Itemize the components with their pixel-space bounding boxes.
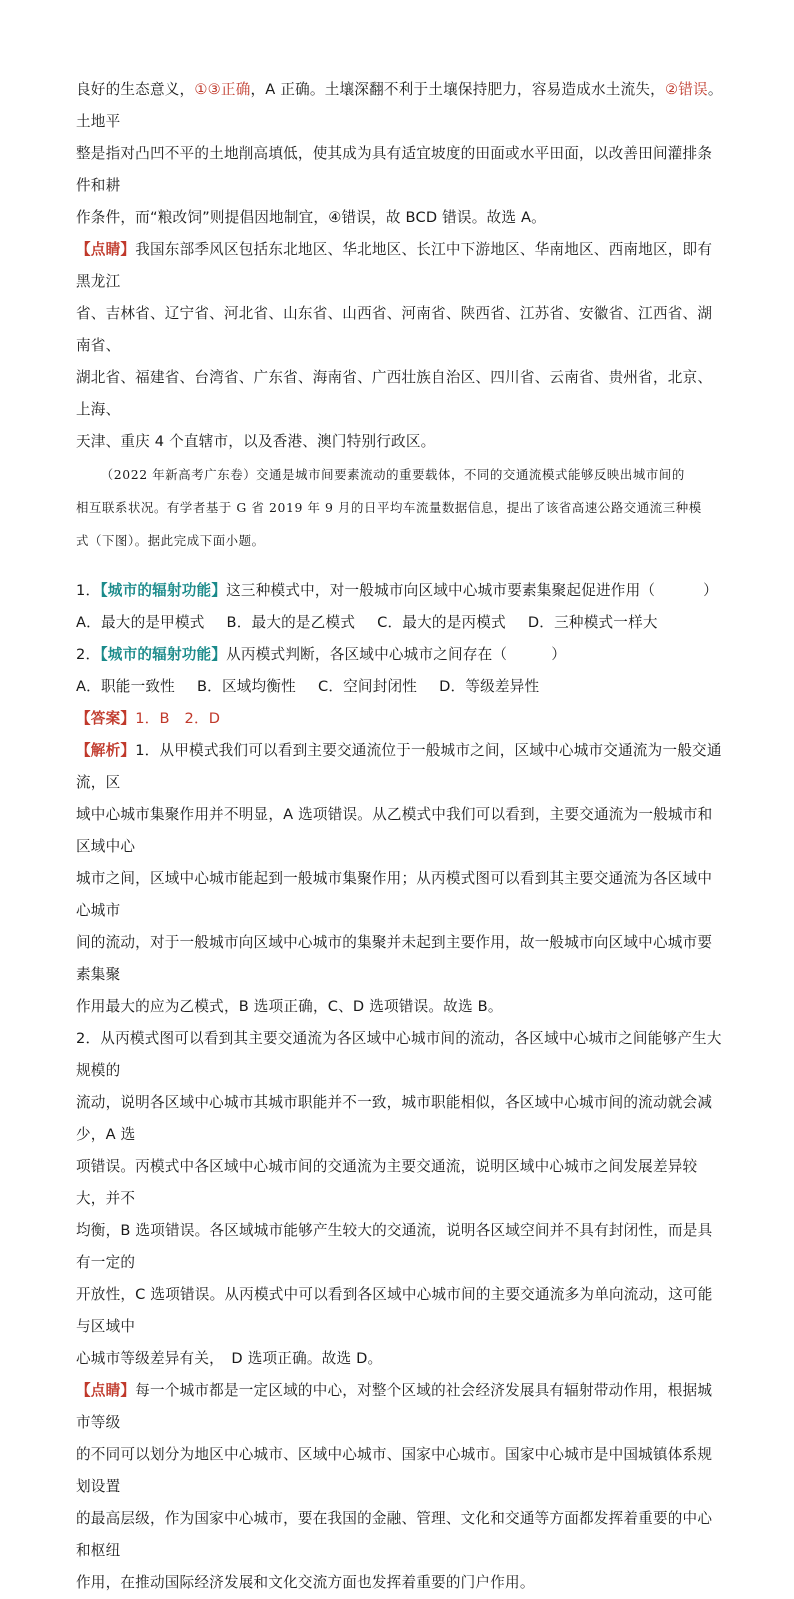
dianjing-2-line-3: 的最高层级，作为国家中心城市，要在我国的金融、管理、文化和交通等方面都发挥着重要的中心和枢纽 — [76, 1510, 713, 1559]
question-text: 从丙模式判断，各区域中心城市之间存在（ — [226, 646, 508, 663]
analysis-2-line-3: 项错误。丙模式中各区域中心城市间的交通流为主要交通流，说明区域中心城市之间发展差异较大，并不 — [76, 1158, 698, 1207]
document-page — [76, 74, 726, 1599]
highlight-wrong: ②错误 — [664, 81, 708, 98]
dianjing-tag: 【点睛】 — [76, 1382, 136, 1399]
dianjing-tag: 【点睛】 — [76, 241, 136, 258]
dianjing-2-line-2: 的不同可以划分为地区中心城市、区域中心城市、国家中心城市。国家中心城市是中国城镇体系规划设置 — [76, 1446, 713, 1495]
analysis-2-line-1: 2．从丙模式图可以看到其主要交通流为各区域中心城市间的流动，各区域中心城市之间能够产生大规模的 — [76, 1030, 722, 1079]
analysis-2-line-4: 均衡，B 选项错误。各区域城市能够产生较大的交通流，说明各区域空间并不具有封闭性，而是具有一定的 — [76, 1222, 713, 1271]
passage-line-3: 式（下图）。据此完成下面小题。 — [76, 533, 265, 548]
highlight-correct: ①③正确 — [194, 81, 251, 98]
dianjing-1-line-2: 省、吉林省、辽宁省、河北省、山东省、山西省、河南省、陕西省、江苏省、安徽省、江西省、湖南省、 — [76, 305, 713, 354]
answer-text: 1．B 2．D — [135, 710, 221, 727]
dianjing-2-line-4: 作用，在推动国际经济发展和文化交流方面也发挥着重要的门户作用。 — [76, 1574, 535, 1591]
answer-line — [76, 703, 726, 735]
analysis-1-line-2: 域中心城市集聚作用并不明显，A 选项错误。从乙模式中我们可以看到，主要交通流为一般城市和区域中心 — [76, 806, 713, 855]
option-b: B．最大的是乙模式 — [226, 614, 356, 631]
question-number: 2． — [76, 646, 101, 663]
analysis-1-line-4: 间的流动，对于一般城市向区域中心城市的集聚并未起到主要作用，故一般城市向区域中心城市要素集聚 — [76, 934, 713, 983]
paren-close: ） — [703, 582, 718, 599]
question-text: 这三种模式中，对一般城市向区域中心城市要素集聚起促进作用（ — [226, 582, 656, 599]
spacer — [76, 557, 726, 575]
question-number: 1． — [76, 582, 101, 599]
text: 1．从甲模式我们可以看到主要交通流位于一般城市之间，区域中心城市交通流为一般交通流，区 — [76, 742, 722, 791]
text: 良好的生态意义， — [76, 81, 195, 98]
analysis-2-line-2: 流动，说明各区域中心城市其城市职能并不一致，城市职能相似，各区域中心城市间的流动就会减少，A 选 — [76, 1094, 713, 1143]
analysis-1-line-1 — [76, 735, 726, 799]
question-1-options — [76, 607, 726, 639]
option-c: C．空间封闭性 — [317, 678, 418, 695]
dianjing-1-line-1 — [76, 234, 726, 298]
option-a: A．最大的是甲模式 — [76, 614, 205, 631]
analysis-2-line-6: 心城市等级差异有关， D 选项正确。故选 D。 — [76, 1350, 383, 1367]
paren-close: ） — [551, 646, 567, 663]
analysis-2-line-5: 开放性，C 选项错误。从丙模式中可以看到各区域中心城市间的主要交通流多为单向流动，这可能与区域中 — [76, 1286, 713, 1335]
option-a: A．职能一致性 — [76, 678, 175, 695]
question-2 — [76, 639, 726, 671]
passage-line-1: （2022 年新高考广东卷）交通是城市间要素流动的重要载体，不同的交通流模式能够反映出城市间的 — [100, 467, 685, 482]
question-tag: 【城市的辐射功能】 — [100, 646, 227, 663]
text: ，A 正确。土壤深翻不利于土壤保持肥力，容易造成水土流失， — [250, 81, 665, 98]
analysis-1-line-3: 城市之间，区域中心城市能起到一般城市集聚作用；从丙模式图可以看到其主要交通流为各区域中心城市 — [76, 870, 713, 919]
analysis-1-line-5: 作用最大的应为乙模式，B 选项正确，C、D 选项错误。故选 B。 — [76, 998, 503, 1015]
analysis-tag: 【解析】 — [76, 742, 136, 759]
question-tag: 【城市的辐射功能】 — [100, 582, 227, 599]
dianjing-1-line-3: 湖北省、福建省、台湾省、广东省、海南省、广西壮族自治区、四川省、云南省、贵州省，北京、上海、 — [76, 369, 713, 418]
prev-analysis-line-1 — [76, 74, 726, 138]
text: 我国东部季风区包括东北地区、华北地区、长江中下游地区、华南地区、西南地区，即有黑龙江 — [76, 241, 713, 290]
question-1 — [76, 575, 726, 607]
dianjing-2-line-1 — [76, 1375, 726, 1439]
dianjing-1-line-4: 天津、重庆 4 个直辖市，以及香港、澳门特别行政区。 — [76, 433, 436, 450]
text: 。土地平 — [76, 81, 723, 130]
prev-analysis-line-2: 整是指对凸凹不平的土地削高填低，使其成为具有适宜坡度的田面或水平田面，以改善田间灌排条件和耕 — [76, 145, 713, 194]
option-d: D．等级差异性 — [439, 678, 540, 695]
question-2-options — [76, 671, 726, 703]
passage-line-2: 相互联系状况。有学者基于 G 省 2019 年 9 月的日平均车流量数据信息，提出了该省高速公路交通流三种模 — [76, 500, 702, 515]
option-d: D．三种模式一样大 — [527, 614, 658, 631]
option-c: C．最大的是丙模式 — [377, 614, 506, 631]
text: 每一个城市都是一定区域的中心，对整个区域的社会经济发展具有辐射带动作用，根据城市等级 — [76, 1382, 713, 1431]
option-b: B．区域均衡性 — [196, 678, 296, 695]
answer-tag: 【答案】 — [76, 710, 136, 727]
prev-analysis-line-3: 作条件，而“粮改饲”则提倡因地制宜，④错误，故 BCD 错误。故选 A。 — [76, 209, 546, 226]
